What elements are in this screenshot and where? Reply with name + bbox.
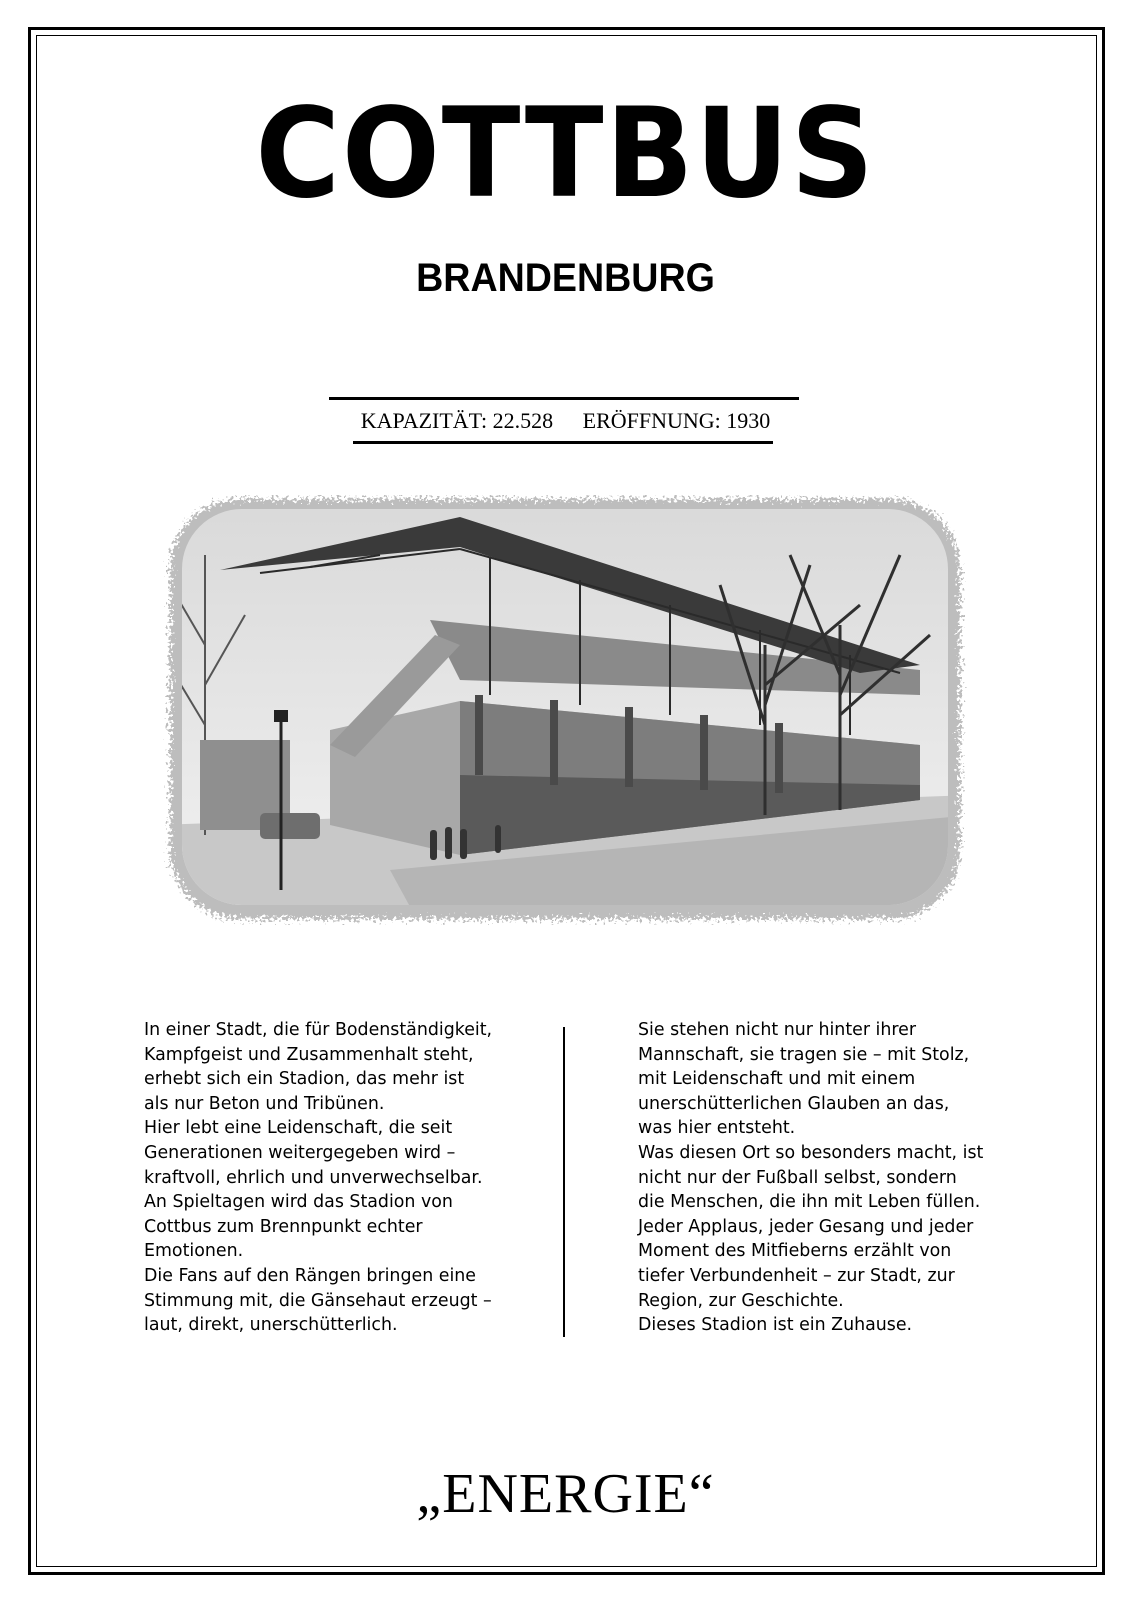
story-right-column: Sie stehen nicht nur hinter ihrer Mannschaft, sie tragen sie – mit Stolz, mit Leidenschaft und mit einem unerschütterlichen Glauben an das, was hier entsteht. Was diesen Ort so besonders macht, ist nicht nur der Fußball selbst, sondern die Menschen, die ihn mit Leben füllen. Jeder Applaus, jeder Gesang und jeder Moment des Mitfieberns erzählt von tiefer Verbundenheit – zur Stadt, zur Region, zur Geschichte. Dieses Stadion ist ein Zuhause. xyxy=(638,1020,984,1336)
stats-rule-top xyxy=(329,397,799,400)
column-divider xyxy=(563,1027,565,1337)
capacity-label: KAPAZITÄT: 22.528 xyxy=(360,408,554,433)
story-left-column: In einer Stadt, die für Bodenständigkeit, Kampfgeist und Zusammenhalt steht, erhebt sich ein Stadion, das mehr ist als nur Beton und Tribünen. Hier lebt eine Leidenschaft, die seit Generationen weitergegeben wird – kraftvoll, ehrlich und unverwechselbar. An Spieltagen wird das Stadion von Cottbus zum Brennpunkt echter Emotionen. Die Fans auf den Rängen bringen eine Stimmung mit, die Gänsehaut erzeugt – laut, direkt, unerschütterlich. xyxy=(144,1020,493,1336)
stadium-photo xyxy=(160,495,970,925)
photo-content xyxy=(160,495,970,925)
region-subtitle: BRANDENBURG xyxy=(416,256,715,300)
stats-rule-bottom xyxy=(353,441,773,444)
opening-label: ERÖFFNUNG: 1930 xyxy=(582,408,771,433)
stadium-stats xyxy=(0,410,1131,432)
parked-car xyxy=(260,813,320,839)
city-title: COTTBUS xyxy=(255,82,876,226)
motto: „ENERGIE“ xyxy=(416,1463,715,1525)
